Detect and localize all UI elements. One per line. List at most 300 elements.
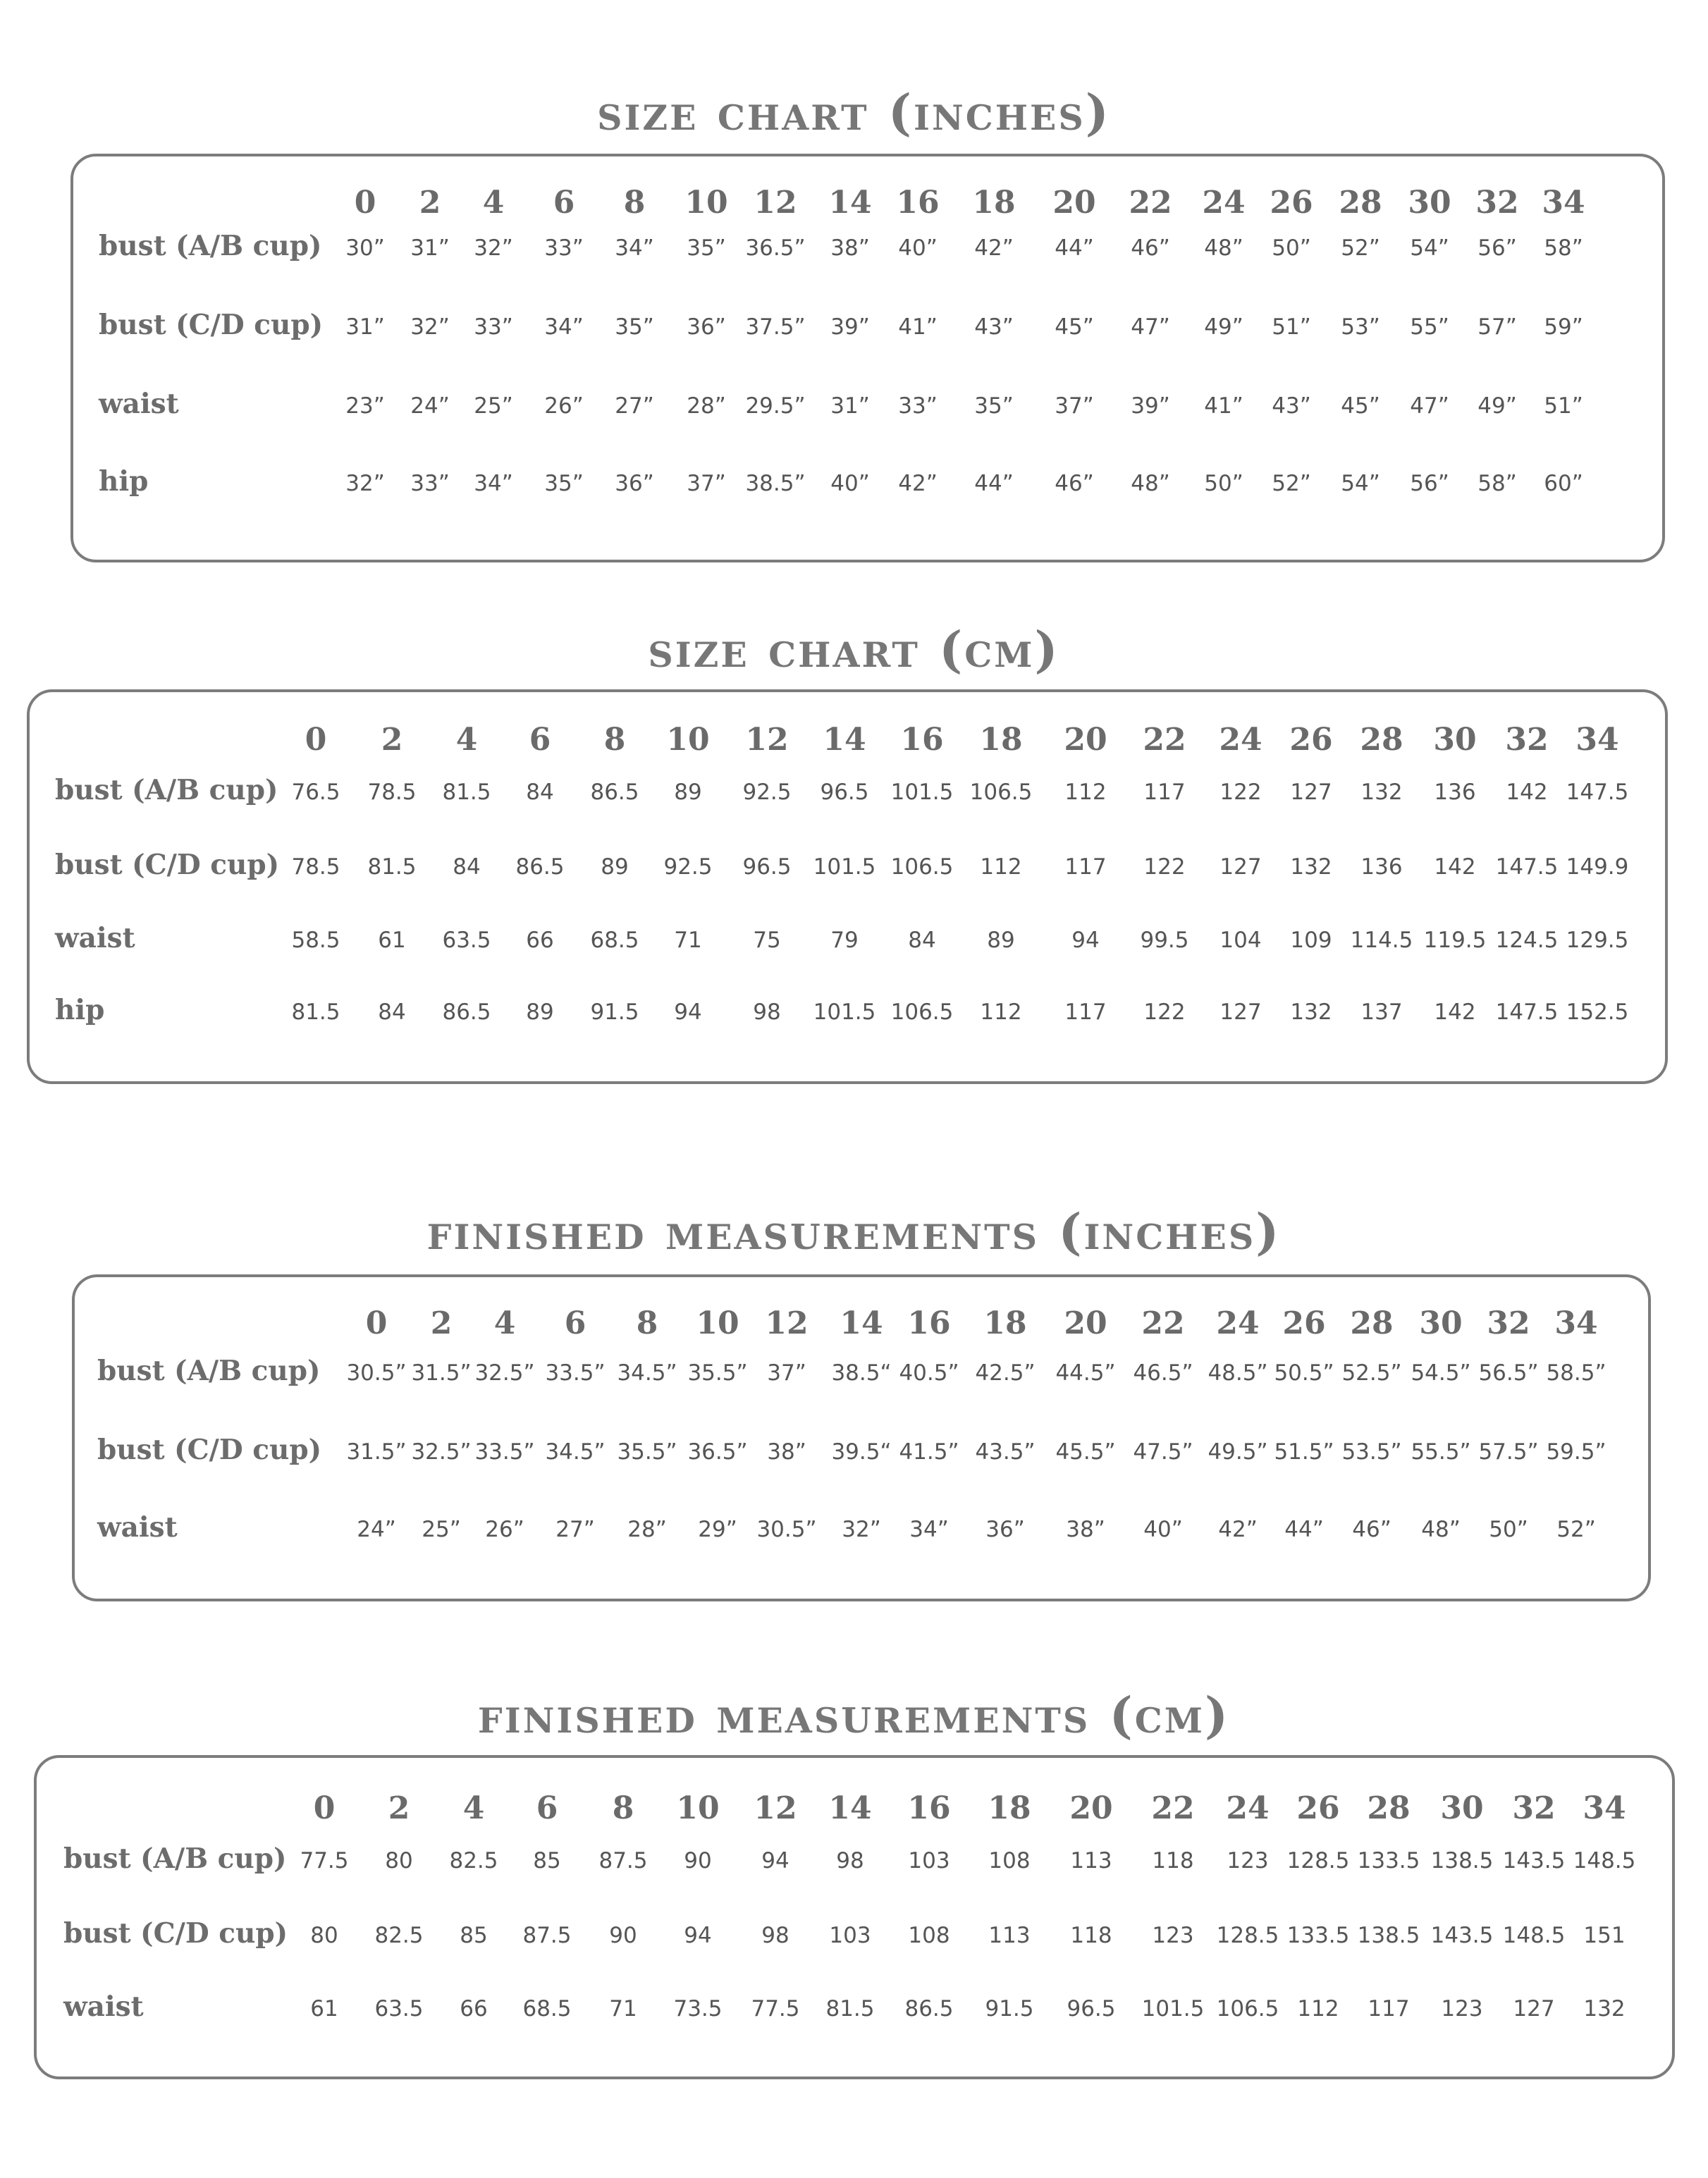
measurement-cell: 33.5”	[474, 1439, 535, 1465]
size-header: 34	[1554, 1305, 1598, 1341]
size-header: 4	[455, 722, 478, 758]
measurement-cell: 86.5	[590, 780, 639, 805]
measurement-cell: 123	[1152, 1923, 1194, 1948]
measurement-cell: 127	[1219, 999, 1262, 1025]
measurement-cell: 142	[1434, 999, 1476, 1025]
measurement-cell: 137	[1360, 999, 1403, 1025]
size-header: 24	[1219, 722, 1262, 758]
measurement-cell: 42”	[1218, 1517, 1258, 1542]
measurement-cell: 112	[1297, 1996, 1339, 2022]
measurement-cell: 68.5	[522, 1996, 572, 2022]
measurement-cell: 78.5	[367, 780, 417, 805]
measurement-cell: 123	[1227, 1848, 1269, 1874]
measurement-cell: 49”	[1477, 393, 1517, 419]
measurement-cell: 98	[753, 999, 781, 1025]
measurement-cell: 59.5”	[1546, 1439, 1606, 1465]
row-label: hip	[99, 465, 149, 498]
measurement-cell: 89	[601, 854, 629, 880]
measurement-cell: 122	[1143, 999, 1186, 1025]
size-header: 10	[684, 185, 728, 221]
measurement-cell: 136	[1434, 780, 1476, 805]
measurement-cell: 52”	[1556, 1517, 1596, 1542]
row-label: bust (A/B cup)	[63, 1842, 287, 1875]
measurement-cell: 84	[453, 854, 481, 880]
measurement-cell: 82.5	[449, 1848, 498, 1874]
measurement-cell: 90	[684, 1848, 712, 1874]
measurement-cell: 85	[460, 1923, 488, 1948]
measurement-cell: 136	[1360, 854, 1403, 880]
measurement-cell: 103	[829, 1923, 871, 1948]
measurement-cell: 106.5	[890, 854, 954, 880]
measurement-cell: 118	[1070, 1923, 1112, 1948]
measurement-cell: 59”	[1544, 314, 1583, 340]
measurement-cell: 94	[1071, 928, 1100, 953]
size-header: 16	[907, 1790, 951, 1826]
measurement-cell: 109	[1290, 928, 1332, 953]
measurement-cell: 108	[908, 1923, 950, 1948]
size-header: 10	[666, 722, 710, 758]
measurement-cell: 101.5	[890, 780, 954, 805]
measurement-cell: 52”	[1272, 471, 1311, 496]
measurement-cell: 41”	[1204, 393, 1243, 419]
measurement-cell: 149.9	[1566, 854, 1629, 880]
measurement-cell: 34.5”	[617, 1360, 677, 1386]
measurement-cell: 99.5	[1140, 928, 1189, 953]
size-header: 32	[1505, 722, 1549, 758]
measurement-cell: 127	[1219, 854, 1262, 880]
measurement-cell: 38”	[830, 235, 870, 261]
measurement-cell: 81.5	[291, 999, 340, 1025]
size-header: 10	[696, 1305, 739, 1341]
size-header: 34	[1542, 185, 1585, 221]
size-header: 18	[979, 722, 1023, 758]
measurement-cell: 32”	[410, 314, 450, 340]
row-label: bust (A/B cup)	[99, 230, 322, 262]
measurement-cell: 34”	[909, 1517, 949, 1542]
measurement-cell: 44”	[974, 471, 1014, 496]
measurement-cell: 66	[526, 928, 554, 953]
measurement-cell: 30.5”	[756, 1517, 817, 1542]
size-header: 4	[462, 1790, 485, 1826]
size-header: 30	[1408, 185, 1451, 221]
measurement-cell: 61	[310, 1996, 338, 2022]
size-header: 24	[1216, 1305, 1260, 1341]
measurement-cell: 73.5	[673, 1996, 723, 2022]
measurement-cell: 101.5	[813, 854, 876, 880]
row-label: bust (A/B cup)	[97, 1355, 321, 1387]
measurement-cell: 23”	[345, 393, 385, 419]
measurement-cell: 58.5	[291, 928, 340, 953]
measurement-cell: 48”	[1204, 235, 1243, 261]
measurement-cell: 42”	[898, 471, 938, 496]
measurement-cell: 42”	[974, 235, 1014, 261]
measurement-cell: 49.5”	[1208, 1439, 1268, 1465]
row-label: hip	[55, 994, 105, 1026]
measurement-cell: 40.5”	[899, 1360, 959, 1386]
size-header: 28	[1350, 1305, 1394, 1341]
measurement-cell: 53”	[1341, 314, 1380, 340]
measurement-cell: 147.5	[1566, 780, 1629, 805]
measurement-cell: 58”	[1477, 471, 1517, 496]
measurement-cell: 96.5	[1067, 1996, 1116, 2022]
size-header: 26	[1282, 1305, 1326, 1341]
size-header: 16	[900, 722, 944, 758]
measurement-cell: 113	[1070, 1848, 1112, 1874]
size-header: 22	[1141, 1305, 1185, 1341]
measurement-cell: 37”	[687, 471, 726, 496]
size-header: 32	[1475, 185, 1519, 221]
measurement-cell: 39”	[1131, 393, 1170, 419]
size-header: 14	[828, 1790, 872, 1826]
size-header: 12	[754, 185, 797, 221]
size-header: 6	[529, 722, 551, 758]
size-header: 26	[1270, 185, 1313, 221]
measurement-cell: 122	[1143, 854, 1186, 880]
measurement-cell: 117	[1143, 780, 1186, 805]
size-header: 18	[972, 185, 1016, 221]
measurement-cell: 48.5”	[1208, 1360, 1268, 1386]
row-label: waist	[55, 922, 135, 954]
measurement-cell: 86.5	[442, 999, 491, 1025]
measurement-cell: 117	[1368, 1996, 1410, 2022]
measurement-cell: 60”	[1544, 471, 1583, 496]
measurement-cell: 112	[1064, 780, 1107, 805]
measurement-cell: 35.5”	[617, 1439, 677, 1465]
size-header: 12	[745, 722, 789, 758]
size-header: 8	[636, 1305, 658, 1341]
size-header: 8	[603, 722, 626, 758]
measurement-cell: 36”	[615, 471, 654, 496]
measurement-cell: 77.5	[751, 1996, 800, 2022]
row-label: waist	[97, 1511, 178, 1544]
size-header: 22	[1129, 185, 1172, 221]
measurement-cell: 48”	[1131, 471, 1170, 496]
measurement-cell: 133.5	[1286, 1923, 1350, 1948]
measurement-cell: 113	[988, 1923, 1031, 1948]
measurement-cell: 53.5”	[1341, 1439, 1402, 1465]
size-header: 30	[1440, 1790, 1484, 1826]
measurement-cell: 81.5	[367, 854, 417, 880]
measurement-cell: 79	[830, 928, 859, 953]
row-label: bust (C/D cup)	[99, 309, 324, 341]
size-header: 0	[365, 1305, 388, 1341]
measurement-cell: 147.5	[1495, 999, 1559, 1025]
measurement-cell: 40”	[830, 471, 870, 496]
measurement-cell: 128.5	[1216, 1923, 1279, 1948]
measurement-cell: 39.5“	[831, 1439, 892, 1465]
measurement-cell: 33”	[410, 471, 450, 496]
measurement-cell: 46”	[1055, 471, 1094, 496]
measurement-cell: 106.5	[890, 999, 954, 1025]
size-header: 2	[430, 1305, 453, 1341]
measurement-cell: 34”	[615, 235, 654, 261]
measurement-cell: 108	[988, 1848, 1031, 1874]
measurement-cell: 39”	[830, 314, 870, 340]
measurement-cell: 54”	[1410, 235, 1449, 261]
measurement-cell: 26”	[544, 393, 584, 419]
measurement-cell: 124.5	[1495, 928, 1559, 953]
measurement-cell: 45”	[1341, 393, 1380, 419]
measurement-cell: 94	[684, 1923, 712, 1948]
size-header: 16	[896, 185, 940, 221]
measurement-cell: 96.5	[742, 854, 792, 880]
size-header: 18	[983, 1305, 1027, 1341]
measurement-cell: 71	[609, 1996, 637, 2022]
measurement-cell: 91.5	[985, 1996, 1034, 2022]
measurement-cell: 46”	[1131, 235, 1170, 261]
measurement-cell: 48”	[1421, 1517, 1461, 1542]
measurement-cell: 46.5”	[1133, 1360, 1193, 1386]
measurement-cell: 31”	[345, 314, 385, 340]
measurement-cell: 52.5”	[1341, 1360, 1402, 1386]
measurement-cell: 138.5	[1430, 1848, 1494, 1874]
size-header: 18	[988, 1790, 1031, 1826]
measurement-cell: 36”	[985, 1517, 1025, 1542]
measurement-cell: 32”	[474, 235, 513, 261]
measurement-cell: 28”	[687, 393, 726, 419]
size-header: 28	[1367, 1790, 1411, 1826]
measurement-cell: 47”	[1131, 314, 1170, 340]
measurement-cell: 92.5	[663, 854, 713, 880]
measurement-cell: 87.5	[598, 1848, 648, 1874]
measurement-cell: 80	[310, 1923, 338, 1948]
measurement-cell: 38”	[1066, 1517, 1105, 1542]
measurement-cell: 143.5	[1502, 1848, 1566, 1874]
measurement-cell: 50.5”	[1274, 1360, 1334, 1386]
measurement-cell: 63.5	[442, 928, 491, 953]
measurement-cell: 34”	[474, 471, 513, 496]
measurement-cell: 44.5”	[1055, 1360, 1116, 1386]
measurement-cell: 143.5	[1430, 1923, 1494, 1948]
measurement-cell: 41”	[898, 314, 938, 340]
measurement-cell: 117	[1064, 999, 1107, 1025]
measurement-cell: 75	[753, 928, 781, 953]
row-label: waist	[99, 388, 179, 420]
measurement-cell: 43”	[1272, 393, 1311, 419]
measurement-cell: 45”	[1055, 314, 1094, 340]
size-header: 24	[1226, 1790, 1270, 1826]
measurement-cell: 85	[533, 1848, 561, 1874]
measurement-cell: 77.5	[300, 1848, 349, 1874]
measurement-cell: 52”	[1341, 235, 1380, 261]
measurement-cell: 35.5”	[687, 1360, 748, 1386]
size-header: 0	[313, 1790, 336, 1826]
measurement-cell: 117	[1064, 854, 1107, 880]
measurement-cell: 44”	[1055, 235, 1094, 261]
size-header: 0	[305, 722, 327, 758]
size-header: 6	[553, 185, 575, 221]
size-header: 30	[1419, 1305, 1463, 1341]
measurement-cell: 28”	[627, 1517, 667, 1542]
row-label: bust (A/B cup)	[55, 774, 278, 806]
size-header: 12	[765, 1305, 809, 1341]
measurement-cell: 148.5	[1502, 1923, 1566, 1948]
measurement-cell: 43”	[974, 314, 1014, 340]
measurement-cell: 119.5	[1423, 928, 1487, 953]
measurement-cell: 42.5”	[975, 1360, 1036, 1386]
size-header: 2	[388, 1790, 410, 1826]
section-title: size chart (cm)	[648, 620, 1060, 679]
measurement-cell: 151	[1583, 1923, 1626, 1948]
measurement-cell: 33”	[474, 314, 513, 340]
measurement-cell: 44”	[1284, 1517, 1324, 1542]
measurement-cell: 25”	[422, 1517, 461, 1542]
measurement-cell: 91.5	[590, 999, 639, 1025]
measurement-cell: 84	[526, 780, 554, 805]
measurement-cell: 54.5”	[1411, 1360, 1471, 1386]
size-header: 22	[1143, 722, 1186, 758]
measurement-cell: 106.5	[1216, 1996, 1279, 2022]
size-header: 16	[907, 1305, 951, 1341]
measurement-cell: 103	[908, 1848, 950, 1874]
measurement-cell: 40”	[898, 235, 938, 261]
measurement-cell: 25”	[474, 393, 513, 419]
measurement-cell: 43.5”	[975, 1439, 1036, 1465]
measurement-cell: 86.5	[904, 1996, 954, 2022]
measurement-cell: 84	[378, 999, 406, 1025]
measurement-cell: 56”	[1410, 471, 1449, 496]
measurement-cell: 82.5	[374, 1923, 424, 1948]
measurement-cell: 127	[1290, 780, 1332, 805]
measurement-cell: 56.5”	[1478, 1360, 1539, 1386]
size-header: 20	[1064, 722, 1107, 758]
size-header: 0	[354, 185, 376, 221]
row-label: bust (C/D cup)	[63, 1917, 288, 1950]
measurement-cell: 129.5	[1566, 928, 1629, 953]
measurement-cell: 54”	[1341, 471, 1380, 496]
measurement-cell: 51”	[1544, 393, 1583, 419]
measurement-cell: 55”	[1410, 314, 1449, 340]
measurement-cell: 89	[526, 999, 554, 1025]
size-header: 24	[1202, 185, 1246, 221]
measurement-cell: 47.5”	[1133, 1439, 1193, 1465]
measurement-cell: 81.5	[825, 1996, 875, 2022]
size-header: 4	[482, 185, 505, 221]
measurement-cell: 35”	[687, 235, 726, 261]
size-header: 20	[1052, 185, 1096, 221]
measurement-cell: 55.5”	[1411, 1439, 1471, 1465]
measurement-cell: 35”	[544, 471, 584, 496]
measurement-cell: 24”	[410, 393, 450, 419]
measurement-cell: 32”	[842, 1517, 881, 1542]
size-header: 12	[754, 1790, 797, 1826]
measurement-cell: 32.5”	[474, 1360, 535, 1386]
measurement-cell: 37”	[1055, 393, 1094, 419]
measurement-cell: 78.5	[291, 854, 340, 880]
size-header: 14	[840, 1305, 883, 1341]
section-title: size chart (inches)	[597, 83, 1111, 142]
section-title: finished measurements (inches)	[426, 1202, 1282, 1261]
measurement-cell: 50”	[1489, 1517, 1528, 1542]
measurement-cell: 68.5	[590, 928, 639, 953]
measurement-cell: 132	[1583, 1996, 1626, 2022]
measurement-cell: 96.5	[820, 780, 869, 805]
measurement-cell: 37”	[767, 1360, 806, 1386]
measurement-cell: 51.5”	[1274, 1439, 1334, 1465]
measurement-cell: 81.5	[442, 780, 491, 805]
measurement-cell: 118	[1152, 1848, 1194, 1874]
measurement-cell: 61	[378, 928, 406, 953]
measurement-cell: 38.5“	[831, 1360, 892, 1386]
measurement-cell: 63.5	[374, 1996, 424, 2022]
measurement-cell: 142	[1434, 854, 1476, 880]
measurement-cell: 38.5”	[745, 471, 806, 496]
measurement-cell: 132	[1360, 780, 1403, 805]
measurement-cell: 51”	[1272, 314, 1311, 340]
measurement-cell: 45.5”	[1055, 1439, 1116, 1465]
measurement-cell: 36”	[687, 314, 726, 340]
measurement-cell: 132	[1290, 854, 1332, 880]
size-header: 26	[1296, 1790, 1340, 1826]
size-header: 22	[1151, 1790, 1195, 1826]
size-header: 4	[493, 1305, 516, 1341]
size-header: 30	[1433, 722, 1477, 758]
measurement-cell: 148.5	[1573, 1848, 1636, 1874]
measurement-cell: 32.5”	[411, 1439, 472, 1465]
measurement-cell: 38”	[767, 1439, 806, 1465]
size-header: 14	[823, 722, 866, 758]
size-header: 6	[564, 1305, 586, 1341]
measurement-cell: 36.5”	[745, 235, 806, 261]
size-header: 32	[1512, 1790, 1556, 1826]
measurement-cell: 128.5	[1286, 1848, 1350, 1874]
measurement-cell: 31.5”	[411, 1360, 472, 1386]
measurement-cell: 123	[1441, 1996, 1483, 2022]
measurement-cell: 27”	[555, 1517, 595, 1542]
size-header: 14	[828, 185, 872, 221]
measurement-cell: 33”	[544, 235, 584, 261]
measurement-cell: 66	[460, 1996, 488, 2022]
measurement-cell: 112	[980, 999, 1022, 1025]
measurement-cell: 57.5”	[1478, 1439, 1539, 1465]
measurement-cell: 104	[1219, 928, 1262, 953]
size-header: 8	[612, 1790, 634, 1826]
measurement-cell: 50”	[1204, 471, 1243, 496]
measurement-cell: 27”	[615, 393, 654, 419]
measurement-cell: 114.5	[1350, 928, 1413, 953]
row-label: waist	[63, 1991, 144, 2023]
measurement-cell: 138.5	[1357, 1923, 1420, 1948]
measurement-cell: 92.5	[742, 780, 792, 805]
measurement-cell: 34”	[544, 314, 584, 340]
measurement-cell: 80	[385, 1848, 413, 1874]
measurement-cell: 76.5	[291, 780, 340, 805]
measurement-cell: 122	[1219, 780, 1262, 805]
measurement-cell: 58.5”	[1546, 1360, 1606, 1386]
measurement-cell: 24”	[357, 1517, 396, 1542]
measurement-cell: 29”	[698, 1517, 737, 1542]
measurement-cell: 30.5”	[346, 1360, 407, 1386]
size-header: 28	[1339, 185, 1382, 221]
measurement-cell: 34.5”	[545, 1439, 606, 1465]
measurement-cell: 84	[908, 928, 936, 953]
section-title: finished measurements (cm)	[477, 1686, 1231, 1745]
measurement-cell: 86.5	[515, 854, 565, 880]
measurement-cell: 32”	[345, 471, 385, 496]
measurement-cell: 29.5”	[745, 393, 806, 419]
measurement-cell: 46”	[1352, 1517, 1391, 1542]
size-header: 2	[381, 722, 403, 758]
size-header: 34	[1583, 1790, 1626, 1826]
measurement-cell: 133.5	[1357, 1848, 1420, 1874]
measurement-cell: 106.5	[969, 780, 1033, 805]
measurement-cell: 30”	[345, 235, 385, 261]
measurement-cell: 101.5	[1141, 1996, 1205, 2022]
measurement-cell: 33.5”	[545, 1360, 606, 1386]
measurement-cell: 132	[1290, 999, 1332, 1025]
measurement-cell: 31.5”	[346, 1439, 407, 1465]
measurement-cell: 36.5”	[687, 1439, 748, 1465]
